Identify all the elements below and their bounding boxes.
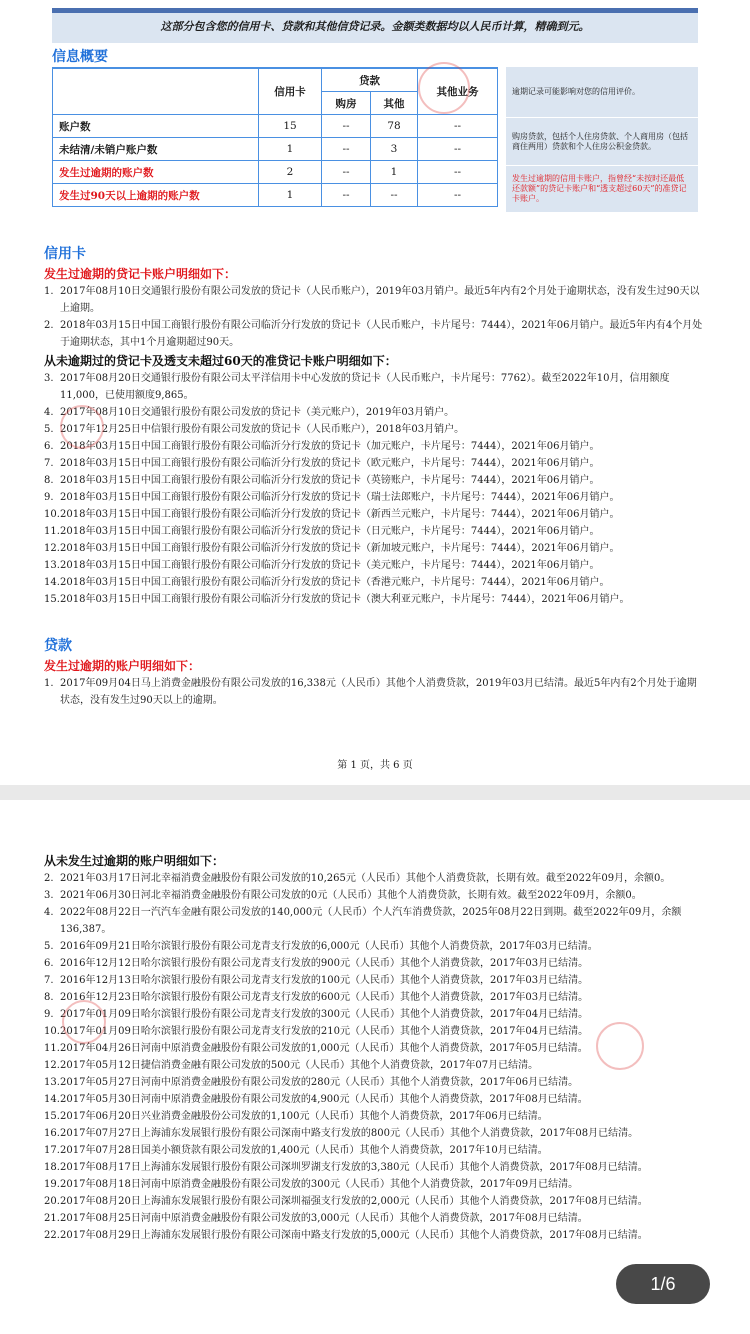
table-row — [53, 184, 498, 207]
overview-title: 信息概要 — [52, 49, 108, 65]
page-indicator[interactable]: 1/6 — [616, 1264, 710, 1304]
table-row — [53, 161, 498, 184]
list-item — [44, 591, 704, 608]
item-text: 2018年03月15日中国工商银行股份有限公司临沂分行发放的贷记卡（日元账户，卡片尾号：7444），2021年06月销户。 — [60, 526, 600, 537]
item-text: 2017年08月18日河南中原消费金融股份有限公司发放的300元（人民币）其他个人消费贷款，2017年09月已结清。 — [60, 1179, 579, 1190]
item-number: 14. — [44, 1094, 60, 1105]
report-page-2 — [0, 800, 750, 1334]
list-item — [44, 1159, 704, 1176]
list-item — [44, 438, 704, 455]
item-number: 21. — [44, 1213, 60, 1224]
item-text: 2017年08月25日河南中原消费金融股份有限公司发放的3,000元（人民币）其他个人消费贷款，2017年08月已结清。 — [60, 1213, 588, 1224]
item-number: 22. — [44, 1230, 60, 1241]
seal-stamp — [62, 1000, 106, 1044]
item-text: 2018年03月15日中国工商银行股份有限公司临沂分行发放的贷记卡（新加坡元账户，卡片尾号：7444），2021年06月销户。 — [60, 543, 620, 554]
cell: 3 — [371, 138, 418, 161]
item-text: 2018年03月15日中国工商银行股份有限公司临沂分行发放的贷记卡（美元账户，卡片尾号：7444），2021年06月销户。 — [60, 560, 600, 571]
item-number: 9. — [44, 492, 54, 503]
item-text: 2016年12月12日哈尔滨银行股份有限公司龙青支行发放的900元（人民币）其他个人消费贷款，2017年03月已结清。 — [60, 958, 589, 969]
table-row — [53, 115, 498, 138]
item-number: 5. — [44, 941, 54, 952]
item-number: 14. — [44, 577, 60, 588]
list-item — [44, 370, 704, 404]
cell: -- — [418, 184, 498, 207]
list-item — [44, 472, 704, 489]
page-separator — [0, 785, 750, 800]
item-text: 2017年06月20日兴业消费金融股份公司发放的1,100元（人民币）其他个人消费贷款，2017年06月已结清。 — [60, 1111, 548, 1122]
item-text: 2017年04月26日河南中原消费金融股份有限公司发放的1,000元（人民币）其他个人消费贷款，2017年05月已结清。 — [60, 1043, 588, 1054]
item-number: 1. — [44, 286, 54, 297]
item-number: 15. — [44, 594, 60, 605]
item-text: 2021年06月30日河北幸福消费金融股份有限公司发放的0元（人民币）其他个人消费贷款，长期有效。截至2022年09月，余额0。 — [60, 890, 642, 901]
item-number: 3. — [44, 890, 54, 901]
cell: 2 — [259, 161, 322, 184]
list-item — [44, 972, 704, 989]
item-text: 2017年01月09日哈尔滨银行股份有限公司龙青支行发放的210元（人民币）其他个人消费贷款，2017年04月已结清。 — [60, 1026, 589, 1037]
item-text: 2022年08月22日一汽汽车金融有限公司发放的140,000元（人民币）个人汽车消费贷款，2025年08月22日到期。截至2022年09月，余额136,387。 — [60, 907, 682, 935]
cell: 1 — [259, 138, 322, 161]
cell: 15 — [259, 115, 322, 138]
item-text: 2016年12月23日哈尔滨银行股份有限公司龙青支行发放的600元（人民币）其他个人消费贷款，2017年03月已结清。 — [60, 992, 589, 1003]
item-text: 2018年03月15日中国工商银行股份有限公司临沂分行发放的贷记卡（香港元账户，卡片尾号：7444），2021年06月销户。 — [60, 577, 610, 588]
item-number: 5. — [44, 424, 54, 435]
cell: -- — [418, 138, 498, 161]
cell: 1 — [259, 184, 322, 207]
seal-stamp — [596, 1022, 644, 1070]
list-item — [44, 938, 704, 955]
table-corner — [53, 68, 259, 115]
item-number: 10. — [44, 509, 60, 520]
cell: -- — [322, 161, 371, 184]
list-item — [44, 887, 704, 904]
item-number: 4. — [44, 407, 54, 418]
table-row — [53, 138, 498, 161]
item-text: 2017年08月20日上海浦东发展银行股份有限公司深圳福强支行发放的2,000元（人民币）其他个人消费贷款，2017年08月已结清。 — [60, 1196, 648, 1207]
overdue-card-title: 发生过逾期的贷记卡账户明细如下： — [44, 267, 237, 281]
credit-card-title: 信用卡 — [44, 246, 86, 262]
list-item — [44, 1108, 704, 1125]
list-item — [44, 1142, 704, 1159]
col-credit-card: 信用卡 — [259, 68, 322, 115]
list-item — [44, 955, 704, 972]
list-item — [44, 574, 704, 591]
col-loan: 贷款 — [322, 68, 418, 92]
col-other: 其他 — [371, 92, 418, 115]
item-number: 9. — [44, 1009, 54, 1020]
list-item — [44, 1125, 704, 1142]
item-text: 2017年08月17日上海浦东发展银行股份有限公司深圳罗湖支行发放的3,380元（人民币）其他个人消费贷款，2017年08月已结清。 — [60, 1162, 648, 1173]
item-text: 2018年03月15日中国工商银行股份有限公司临沂分行发放的贷记卡（新西兰元账户，卡片尾号：7444），2021年06月销户。 — [60, 509, 620, 520]
item-number: 6. — [44, 441, 54, 452]
item-text: 2018年03月15日中国工商银行股份有限公司临沂分行发放的贷记卡（英镑账户，卡片尾号：7444），2021年06月销户。 — [60, 475, 600, 486]
loan-overdue-title: 发生过逾期的账户明细如下： — [44, 659, 201, 673]
item-number: 2. — [44, 873, 54, 884]
list-item — [44, 675, 704, 709]
item-text: 2016年12月13日哈尔滨银行股份有限公司龙青支行发放的100元（人民币）其他个人消费贷款，2017年03月已结清。 — [60, 975, 589, 986]
seal-stamp — [60, 405, 104, 449]
item-text: 2017年07月27日上海浦东发展银行股份有限公司深南中路支行发放的800元（人民币）其他个人消费贷款，2017年08月已结清。 — [60, 1128, 639, 1139]
note-overdue-impact: 逾期记录可能影响对您的信用评价。 — [506, 67, 698, 117]
item-text: 2017年09月04日马上消费金融股份有限公司发放的16,338元（人民币）其他个人消费贷款，2019年03月已结清。最近5年内有2个月处于逾期状态，没有发生过90天以上的逾期。 — [60, 678, 697, 706]
list-item — [44, 523, 704, 540]
item-text: 2017年05月30日河南中原消费金融股份有限公司发放的4,900元（人民币）其他个人消费贷款，2017年08月已结清。 — [60, 1094, 588, 1105]
cell: -- — [371, 184, 418, 207]
item-text: 2017年12月25日中信银行股份有限公司发放的贷记卡（人民币账户），2018年03月销户。 — [60, 424, 465, 435]
list-item — [44, 989, 704, 1006]
list-item — [44, 540, 704, 557]
item-text: 2017年08月29日上海浦东发展银行股份有限公司深南中路支行发放的5,000元（人民币）其他个人消费贷款，2017年08月已结清。 — [60, 1230, 648, 1241]
loan-title: 贷款 — [44, 638, 72, 654]
note-overdue-card: 发生过逾期的信用卡账户，指曾经“未按时还最低还款额”的贷记卡账户和“透支超过60天”的准贷记卡账户。 — [506, 166, 698, 212]
item-text: 2017年08月20日交通银行股份有限公司太平洋信用卡中心发放的贷记卡（人民币账户，卡片尾号：7762）。截至2022年10月，信用额度11,000，已使用额度9,865。 — [60, 373, 670, 401]
cell: 1 — [371, 161, 418, 184]
page-footer: 第 1 页，共 6 页 — [337, 760, 413, 771]
list-item — [44, 1074, 704, 1091]
list-item — [44, 317, 704, 351]
row-label: 账户数 — [53, 115, 259, 138]
list-item — [44, 404, 704, 421]
item-number: 11. — [44, 1043, 60, 1054]
item-number: 12. — [44, 543, 60, 554]
list-item — [44, 1176, 704, 1193]
list-item — [44, 421, 704, 438]
item-text: 2021年03月17日河北幸福消费金融股份有限公司发放的10,265元（人民币）其他个人消费贷款，长期有效。截至2022年09月，余额0。 — [60, 873, 671, 884]
list-item — [44, 283, 704, 317]
item-number: 20. — [44, 1196, 60, 1207]
item-number: 3. — [44, 373, 54, 384]
list-item — [44, 1193, 704, 1210]
section-banner: 这部分包含您的信用卡、贷款和其他信贷记录。金额类数据均以人民币计算，精确到元。 — [52, 8, 698, 43]
cell: -- — [418, 161, 498, 184]
list-item — [44, 455, 704, 472]
list-item — [44, 1091, 704, 1108]
list-item — [44, 1210, 704, 1227]
item-number: 10. — [44, 1026, 60, 1037]
item-number: 15. — [44, 1111, 60, 1122]
seal-stamp — [418, 62, 470, 114]
list-item — [44, 1227, 704, 1244]
item-text: 2018年03月15日中国工商银行股份有限公司临沂分行发放的贷记卡（瑞士法郎账户，卡片尾号：7444），2021年06月销户。 — [60, 492, 620, 503]
item-text: 2017年05月12日捷信消费金融有限公司发放的500元（人民币）其他个人消费贷款，2017年07月已结清。 — [60, 1060, 539, 1071]
item-text: 2018年03月15日中国工商银行股份有限公司临沂分行发放的贷记卡（欧元账户，卡片尾号：7444），2021年06月销户。 — [60, 458, 600, 469]
item-number: 16. — [44, 1128, 60, 1139]
normal-card-list — [44, 370, 704, 608]
item-text: 2017年07月28日国美小额贷款有限公司发放的1,400元（人民币）其他个人消费贷款，2017年10月已结清。 — [60, 1145, 548, 1156]
cell: -- — [322, 138, 371, 161]
item-number: 1. — [44, 678, 54, 689]
item-number: 13. — [44, 560, 60, 571]
list-item — [44, 870, 704, 887]
item-number: 8. — [44, 992, 54, 1003]
item-number: 19. — [44, 1179, 60, 1190]
overdue-card-list — [44, 283, 704, 351]
item-number: 8. — [44, 475, 54, 486]
list-item — [44, 506, 704, 523]
normal-card-title: 从未逾期过的贷记卡及透支未超过60天的准贷记卡账户明细如下： — [44, 354, 397, 368]
item-text: 2018年03月15日中国工商银行股份有限公司临沂分行发放的贷记卡（澳大利亚元账户，卡片尾号：7444），2021年06月销户。 — [60, 594, 630, 605]
col-house: 购房 — [322, 92, 371, 115]
note-house-loan: 购房贷款，包括个人住房贷款、个人商用房（包括商住两用）贷款和个人住房公积金贷款。 — [506, 118, 698, 165]
no-overdue-title: 从未发生过逾期的账户明细如下： — [44, 854, 225, 868]
cell: 78 — [371, 115, 418, 138]
list-item — [44, 489, 704, 506]
item-text: 2016年09月21日哈尔滨银行股份有限公司龙青支行发放的6,000元（人民币）其他个人消费贷款，2017年03月已结清。 — [60, 941, 598, 952]
item-number: 6. — [44, 958, 54, 969]
item-text: 2018年03月15日中国工商银行股份有限公司临沂分行发放的贷记卡（人民币账户，卡片尾号：7444），2021年06月销户。最近5年内有4个月处于逾期状态，其中1个月逾期超过90天。 — [60, 320, 703, 348]
item-number: 2. — [44, 320, 54, 331]
row-label: 发生过逾期的账户数 — [53, 161, 259, 184]
item-number: 7. — [44, 458, 54, 469]
item-number: 13. — [44, 1077, 60, 1088]
list-item — [44, 557, 704, 574]
list-item — [44, 1006, 704, 1023]
item-text: 2017年05月27日河南中原消费金融股份有限公司发放的280元（人民币）其他个人消费贷款，2017年06月已结清。 — [60, 1077, 579, 1088]
item-text: 2018年03月15日中国工商银行股份有限公司临沂分行发放的贷记卡（加元账户，卡片尾号：7444），2021年06月销户。 — [60, 441, 600, 452]
item-text: 2017年01月09日哈尔滨银行股份有限公司龙青支行发放的300元（人民币）其他个人消费贷款，2017年04月已结清。 — [60, 1009, 589, 1020]
item-number: 12. — [44, 1060, 60, 1071]
item-number: 4. — [44, 907, 54, 918]
loan-overdue-list — [44, 675, 704, 709]
col-other-business: 其他业务 — [418, 68, 498, 115]
list-item — [44, 904, 704, 938]
row-label: 未结清/未销户账户数 — [53, 138, 259, 161]
item-number: 11. — [44, 526, 60, 537]
item-number: 7. — [44, 975, 54, 986]
row-label: 发生过90天以上逾期的账户数 — [53, 184, 259, 207]
item-number: 17. — [44, 1145, 60, 1156]
item-number: 18. — [44, 1162, 60, 1173]
cell: -- — [418, 115, 498, 138]
cell: -- — [322, 184, 371, 207]
cell: -- — [322, 115, 371, 138]
item-text: 2017年08月10日交通银行股份有限公司发放的贷记卡（美元账户），2019年03月销户。 — [60, 407, 455, 418]
item-text: 2017年08月10日交通银行股份有限公司发放的贷记卡（人民币账户），2019年03月销户。最近5年内有2个月处于逾期状态，没有发生过90天以上逾期。 — [60, 286, 700, 314]
